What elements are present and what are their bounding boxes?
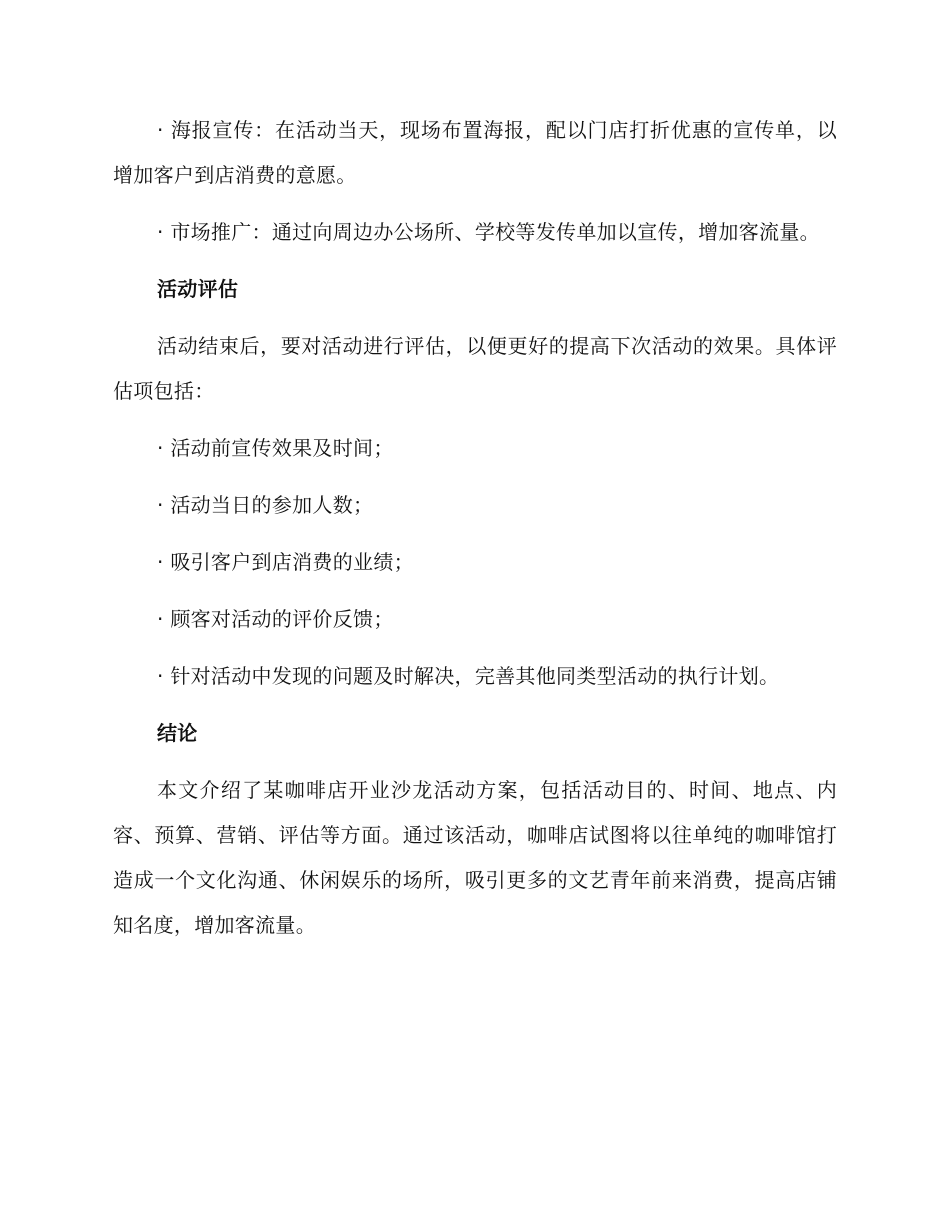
section-heading-evaluation: 活动评估 — [157, 277, 239, 301]
paragraph-conclusion: 本文介绍了某咖啡店开业沙龙活动方案，包括活动目的、时间、地点、内容、预算、营销、评估等方面。通过该活动，咖啡店试图将以往单纯的咖啡馆打造成一个文化沟通、休闲娱乐的场所，吸引更多的文艺青年前来消费，提高店铺知名度，增加客流量。 — [113, 778, 837, 937]
paragraph-market-promotion: · 市场推广：通过向周边办公场所、学校等发传单加以宣传，增加客流量。 — [157, 220, 820, 244]
document-body — [113, 108, 837, 960]
list-item-attendance: · 活动当日的参加人数； — [157, 493, 374, 517]
paragraph-evaluation-intro: 活动结束后，要对活动进行评估，以便更好的提高下次活动的效果。具体评估项包括： — [113, 334, 837, 403]
list-item-sales-performance: · 吸引客户到店消费的业绩； — [157, 550, 414, 574]
paragraph-poster-promotion: · 海报宣传：在活动当天，现场布置海报，配以门店打折优惠的宣传单，以增加客户到店消费的意愿。 — [113, 118, 837, 187]
section-heading-conclusion: 结论 — [157, 721, 198, 745]
list-item-pre-promotion: · 活动前宣传效果及时间； — [157, 436, 394, 460]
list-item-customer-feedback: · 顾客对活动的评价反馈； — [157, 607, 394, 631]
list-item-problem-solving: · 针对活动中发现的问题及时解决，完善其他同类型活动的执行计划。 — [157, 664, 780, 688]
